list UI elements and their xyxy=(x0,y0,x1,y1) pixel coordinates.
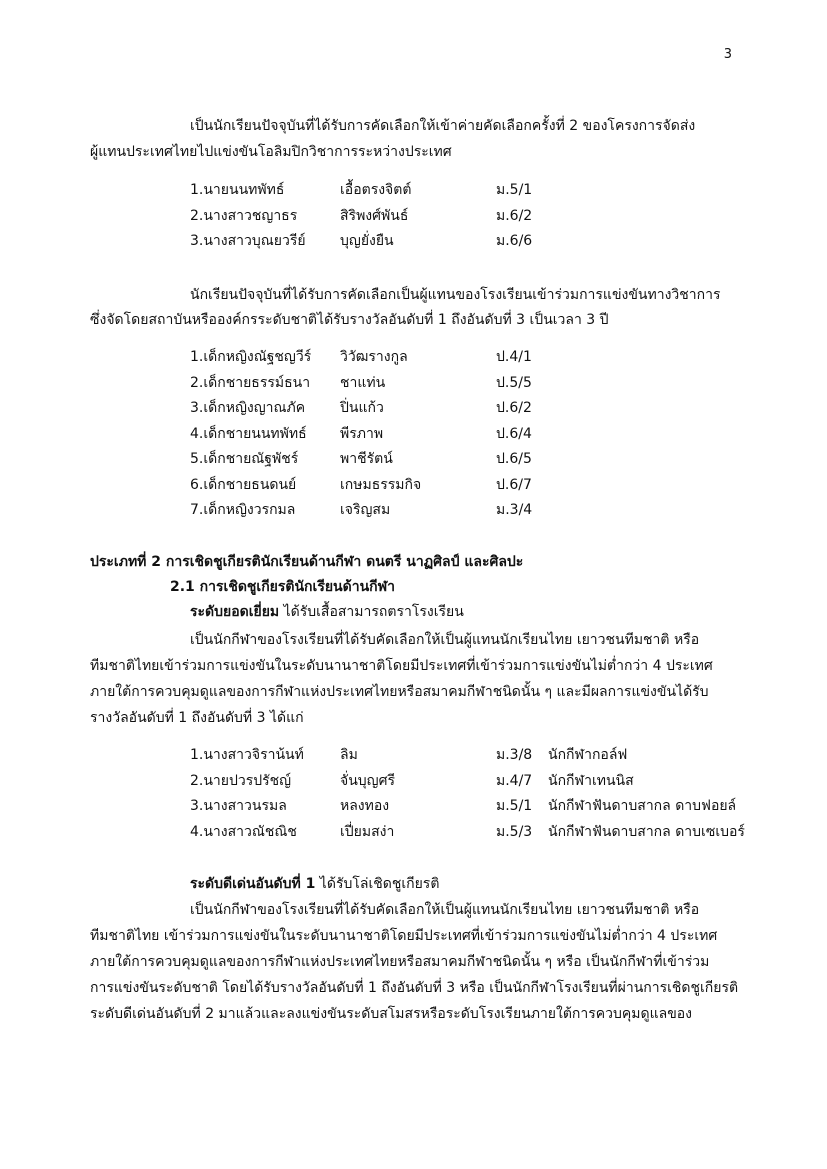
student-class: ป.6/2 xyxy=(496,400,532,416)
student-surname: ปิ่นแก้ว xyxy=(340,400,384,416)
student-name: 2.นางสาวชญาธร xyxy=(190,208,298,224)
athlete-surname: ลิม xyxy=(340,747,358,763)
level-heading xyxy=(190,602,464,622)
paragraph-line: เป็นนักกีฬาของโรงเรียนที่ได้รับคัดเลือกให้เป็นผู้แทนนักเรียนไทย เยาวชนทีมชาติ หรือ xyxy=(190,902,700,918)
student-surname: พีรภาพ xyxy=(340,426,384,442)
athlete-sport: นักกีฬาฟันดาบสากล ดาบเซเบอร์ xyxy=(548,824,745,840)
athlete-surname: หลงทอง xyxy=(340,798,390,814)
athlete-name: 2.นายปวรปรัชญ์ xyxy=(190,773,292,789)
student-class: ม.5/1 xyxy=(496,182,533,198)
athlete-class: ม.3/8 xyxy=(496,747,533,763)
athlete-class: ม.5/1 xyxy=(496,798,533,814)
student-name: 1.เด็กหญิงณัฐชญวีร์ xyxy=(190,349,312,365)
paragraph-line: ภายใต้การควบคุมดูแลของการกีฬาแห่งประเทศไทยหรือสมาคมกีฬาชนิดนั้น ๆ หรือ เป็นนักกีฬาที่เข้าร่วม xyxy=(90,954,710,970)
level-label: ระดับยอดเยี่ยม xyxy=(190,604,280,620)
athlete-name: 4.นางสาวณัชณิช xyxy=(190,824,297,840)
student-name: 7.เด็กหญิงวรกมล xyxy=(190,502,296,518)
paragraph-line: ทีมชาติไทยเข้าร่วมการแข่งขันในระดับนานาชาติโดยมีประเทศที่เข้าร่วมการแข่งขันไม่ต่ำกว่า 4 ประเทศ xyxy=(90,658,713,674)
level-award: ได้รับโล่เชิดชูเกียรติ xyxy=(315,876,440,892)
paragraph-line: เป็นนักกีฬาของโรงเรียนที่ได้รับคัดเลือกให้เป็นผู้แทนนักเรียนไทย เยาวชนทีมชาติ หรือ xyxy=(190,632,700,648)
paragraph-line: รางวัลอันดับที่ 1 ถึงอันดับที่ 3 ได้แก่ xyxy=(90,710,304,726)
athlete-name: 1.นางสาวจิราน้นท์ xyxy=(190,747,304,763)
student-surname: สิริพงศ์พันธ์ xyxy=(340,208,409,224)
student-surname: ชาแท่น xyxy=(340,375,386,391)
student-name: 5.เด็กชายณัฐพัชร์ xyxy=(190,451,299,467)
student-surname: เอื้อตรงจิตต์ xyxy=(340,182,412,198)
student-class: ม.6/6 xyxy=(496,233,533,249)
athlete-class: ม.5/3 xyxy=(496,824,533,840)
student-name: 3.เด็กหญิงญาณภัค xyxy=(190,400,306,416)
level-award: ได้รับเสื้อสามารถตราโรงเรียน xyxy=(279,604,464,620)
section-heading: ประเภทที่ 2 การเชิดชูเกียรตินักเรียนด้านกีฬา ดนตรี นาฏศิลป์ และศิลปะ xyxy=(90,554,524,570)
paragraph-line: นักเรียนปัจจุบันที่ได้รับการคัดเลือกเป็นผู้แทนของโรงเรียนเข้าร่วมการแข่งขันทางวิชาการ xyxy=(190,287,721,303)
paragraph-line: ซึ่งจัดโดยสถาบันหรือองค์กรระดับชาติได้รับรางวัลอันดับที่ 1 ถึงอันดับที่ 3 เป็นเวลา 3 ปี xyxy=(90,312,609,328)
student-name: 3.นางสาวบุณยวรีย์ xyxy=(190,233,306,249)
student-surname: เกษมธรรมกิจ xyxy=(340,477,422,493)
paragraph-line: เป็นนักเรียนปัจจุบันที่ได้รับการคัดเลือกให้เข้าค่ายคัดเลือกครั้งที่ 2 ของโครงการจัดส่ง xyxy=(190,118,696,134)
subsection-heading: 2.1 การเชิดชูเกียรตินักเรียนด้านกีฬา xyxy=(170,579,396,595)
paragraph-line: ทีมชาติไทย เข้าร่วมการแข่งขันในระดับนานาชาติโดยมีประเทศที่เข้าร่วมการแข่งขันไม่ต่ำกว่า 4 ประเทศ xyxy=(90,928,718,944)
level-label: ระดับดีเด่นอันดับที่ 1 xyxy=(190,876,316,892)
student-name: 6.เด็กชายธนดนย์ xyxy=(190,477,297,493)
student-surname: เจริญสม xyxy=(340,502,391,518)
student-class: ม.3/4 xyxy=(496,502,533,518)
student-surname: พาชีรัตน์ xyxy=(340,451,393,467)
level-heading xyxy=(190,874,439,894)
athlete-class: ม.4/7 xyxy=(496,773,533,789)
paragraph-line: การแข่งขันระดับชาติ โดยได้รับรางวัลอันดับที่ 1 ถึงอันดับที่ 3 หรือ เป็นนักกีฬาโรงเรียนที่ผ่านการเชิดชูเกียรติ xyxy=(90,980,739,996)
student-class: ป.6/5 xyxy=(496,451,532,467)
student-class: ป.6/4 xyxy=(496,426,532,442)
page-number: 3 xyxy=(723,47,732,62)
student-class: ป.5/5 xyxy=(496,375,532,391)
paragraph-line: ระดับดีเด่นอันดับที่ 2 มาแล้วและลงแข่งขันระดับสโมสรหรือระดับโรงเรียนภายใต้การควบคุมดูแลของ xyxy=(90,1006,693,1022)
student-class: ป.6/7 xyxy=(496,477,532,493)
athlete-surname: จั่นบุญศรี xyxy=(340,773,395,789)
athlete-sport: นักกีฬากอล์ฟ xyxy=(548,747,628,763)
athlete-name: 3.นางสาวนรมล xyxy=(190,798,287,814)
athlete-sport: นักกีฬาฟันดาบสากล ดาบฟอยล์ xyxy=(548,798,737,814)
student-class: ม.6/2 xyxy=(496,208,533,224)
student-surname: บุญยั่งยืน xyxy=(340,233,394,249)
athlete-surname: เปี่ยมสง่า xyxy=(340,824,395,840)
student-name: 1.นายนนทพัทธ์ xyxy=(190,182,285,198)
student-class: ป.4/1 xyxy=(496,349,532,365)
student-surname: วิวัฒรางกูล xyxy=(340,349,408,365)
student-name: 4.เด็กชายนนทพัทธ์ xyxy=(190,426,307,442)
student-name: 2.เด็กชายธรรม์ธนา xyxy=(190,375,311,391)
athlete-sport: นักกีฬาเทนนิส xyxy=(548,773,634,789)
paragraph-line: ผู้แทนประเทศไทยไปแข่งขันโอลิมปิกวิชาการระหว่างประเทศ xyxy=(90,144,452,160)
paragraph-line: ภายใต้การควบคุมดูแลของการกีฬาแห่งประเทศไทยหรือสมาคมกีฬาชนิดนั้น ๆ และมีผลการแข่งขันได้รับ xyxy=(90,684,709,700)
